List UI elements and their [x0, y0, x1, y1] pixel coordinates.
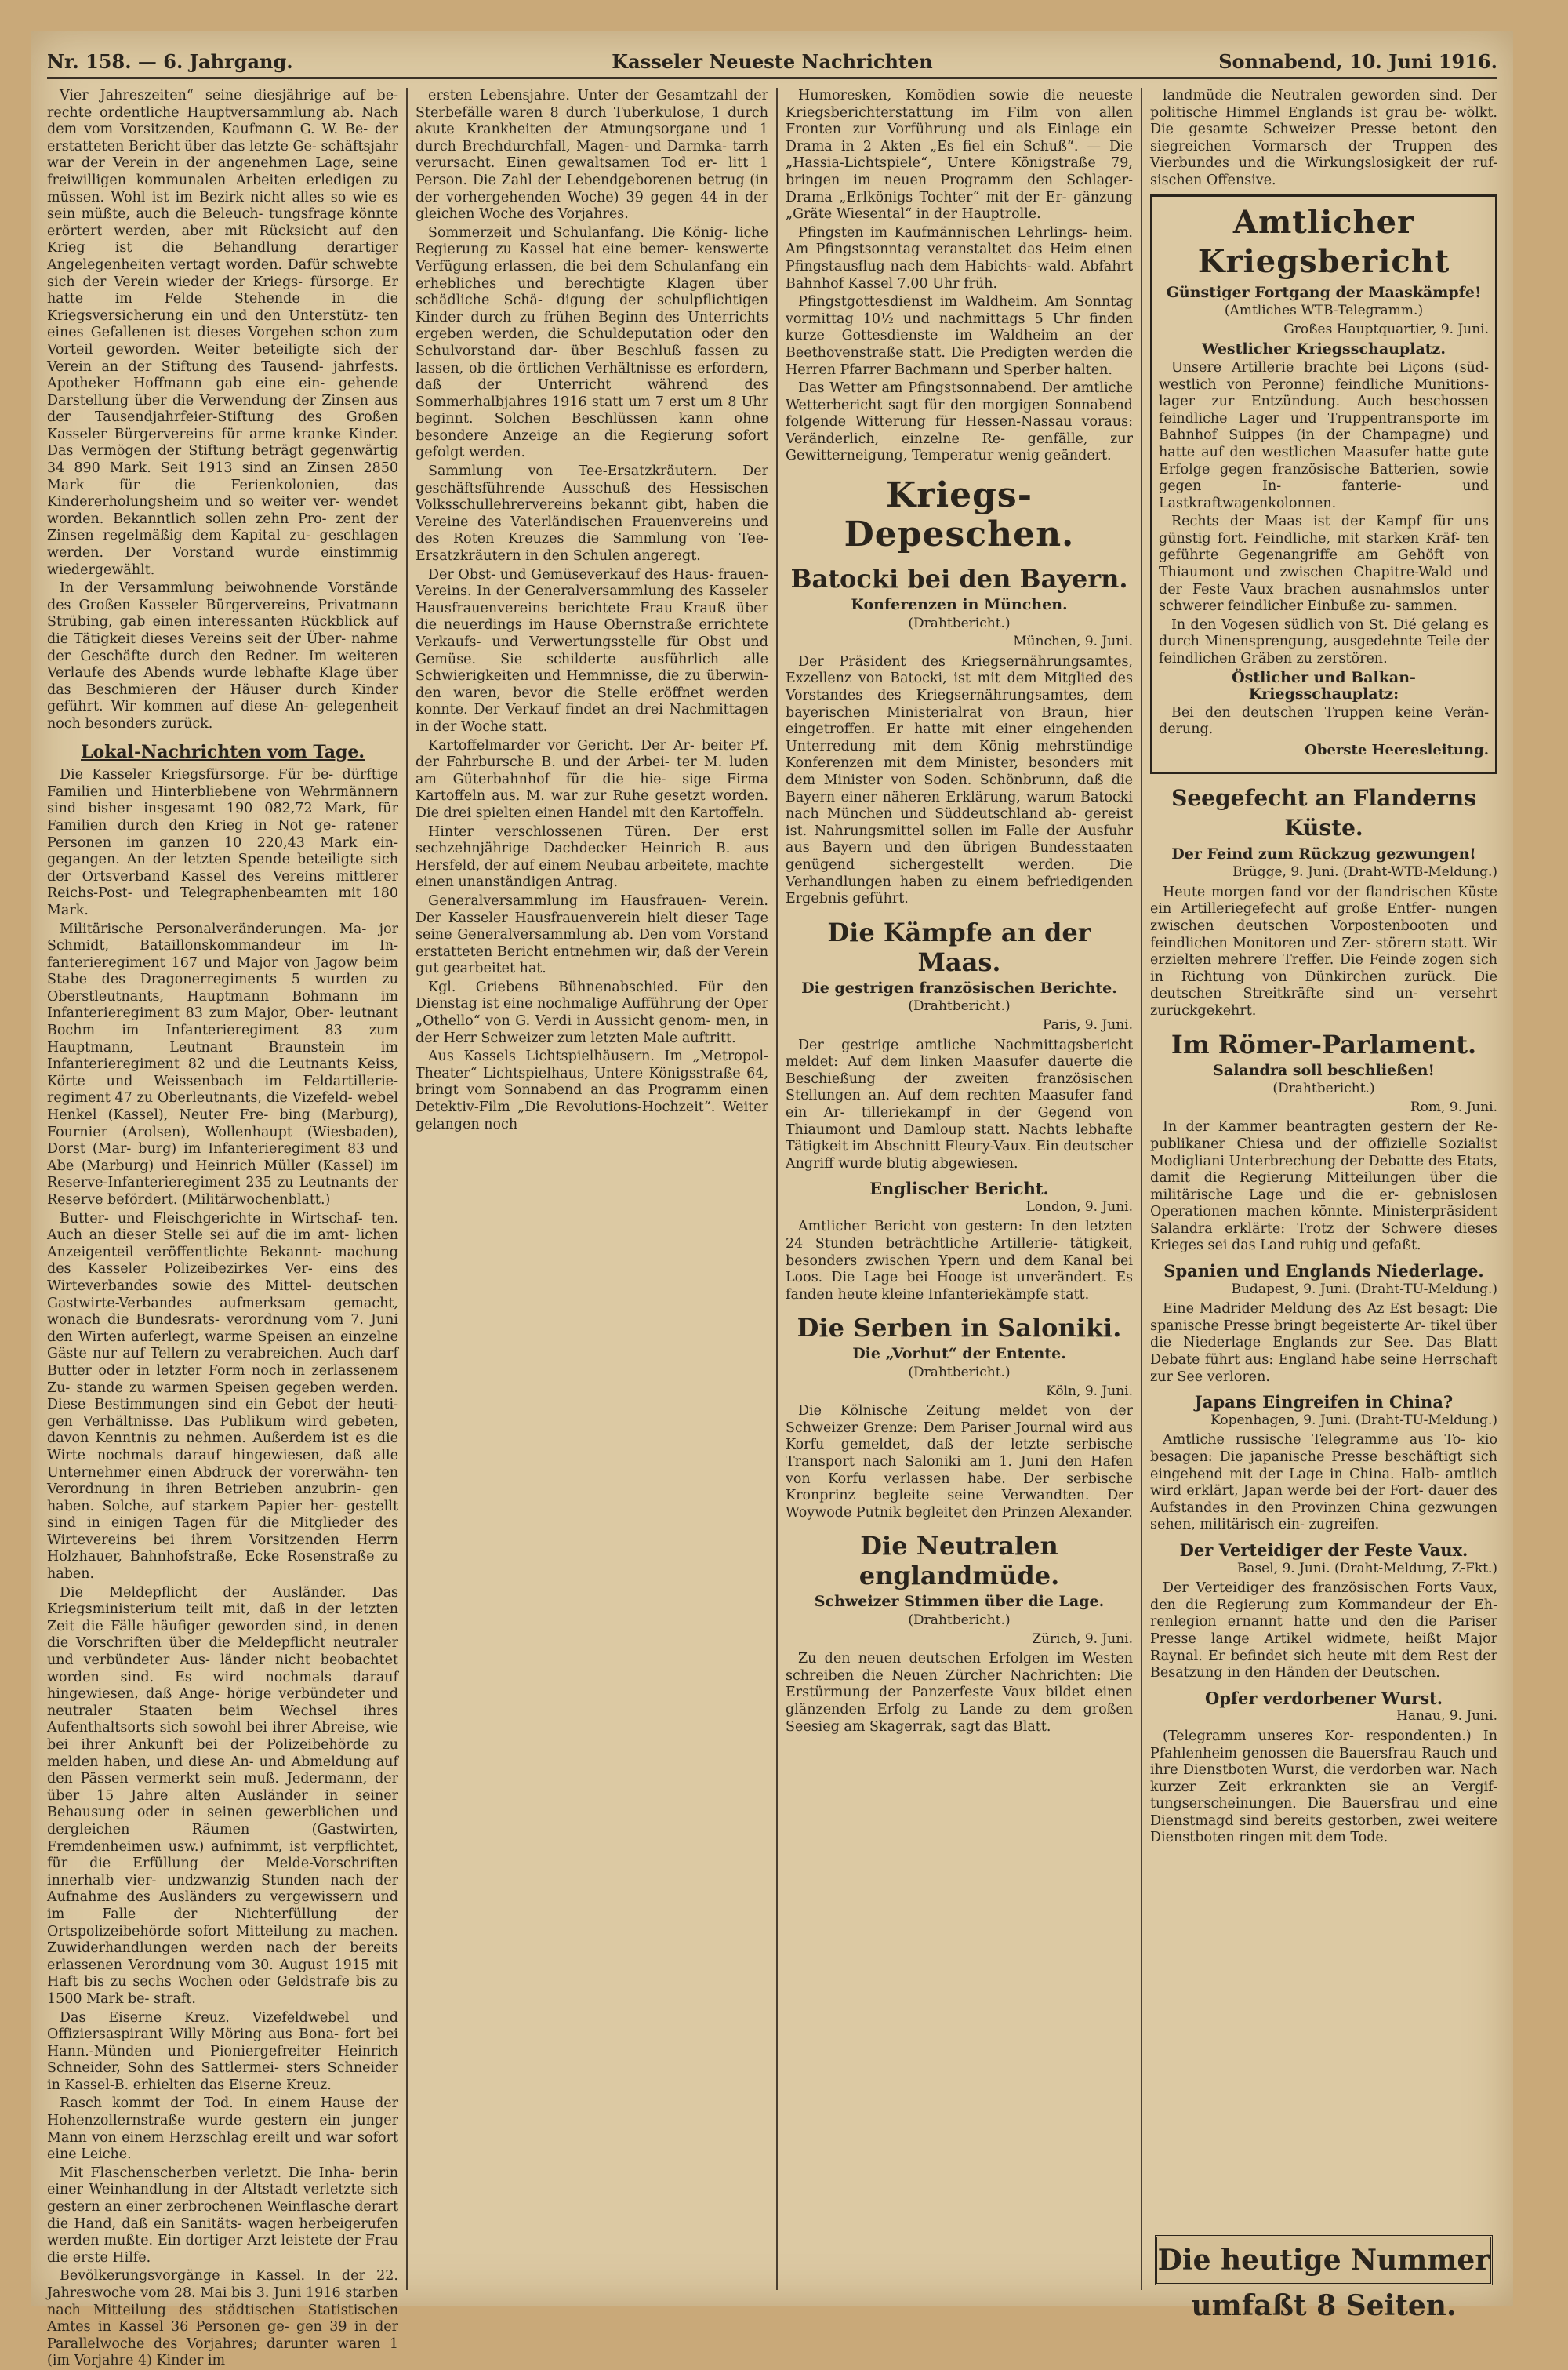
article-body: Der Präsident des Kriegsernährungsamtes, Exzellenz von Batocki, ist mit dem Mitglied des Vorstandes des Kriegsernährungsamtes, dem bayerischen Ministerialrat von Braun, hier eingetroffen. Er hatte mit einer eingehenden Unterredung mit dem König mehrstündige Konferenzen mit dem Minister, besonders mit dem Minister von Soden. Schönbrunn, daß die Bayern einer näheren Erklärung, warum Batocki nach München und Süddeutschland ab- gereist ist. Nahrungsmittel sollen im Falle der Ausfuhr aus Bayern und den übrigen Bundesstaaten genügend sichergestellt werden. Die Verhandlungen haben zu einem befriedigenden Ergebnis geführt.	[786, 653, 1133, 907]
article-headline: Opfer verdorbener Wurst.	[1204, 1688, 1443, 1708]
article-dateline: München, 9. Juni.	[1013, 634, 1133, 650]
article-body: Amtlicher Bericht von gestern: In den letzten 24 Stunden beträchtliche Artillerie- tätigkeit, besonders zwischen Ypern und dem Kanal bei Loos. Die Lage bei Hooge ist unverändert. Es fanden heute kleine Infanteriekämpfe statt.	[786, 1219, 1133, 1303]
article-dateline: Rom, 9. Juni.	[1410, 1099, 1497, 1115]
article-subheadline: Konferenzen in München.	[851, 596, 1068, 614]
article-body: Eine Madrider Meldung des Az Est besagt: Die spanische Presse bringt begeisterte Ar- tikel über die Niederlage Englands zur See. Das Blatt Debate führt aus: England habe seine Herrschaft zur See verloren.	[1150, 1301, 1497, 1385]
news-item: Mit Flaschenscherben verletzt. Die Inha- berin einer Weinhandlung in der Altstadt verletzte sich gestern an einer zerbrochenen Weinflasche derart die Hand, daß ein Sanitäts- wagen herbeigerufen werden mußte. Ein dortiger Arzt leistete der Frau die erste Hilfe.	[47, 2165, 398, 2266]
article-byline: (Amtliches WTB-Telegramm.)	[1224, 303, 1424, 319]
page-count-banner: Die heutige Nummer umfaßt 8 Seiten.	[1155, 2235, 1493, 2285]
article-body: Amtliche russische Telegramme aus To- kio besagen: Die japanische Presse beschäftigt sich eingehend mit der Lage in China. Halb- amtlich wird erklärt, Japan werde bei der Fort- dauer des Aufstandes in den Provinzen China gezwungen sehen, militärisch ein- zugreifen.	[1150, 1432, 1497, 1533]
article-body: Der Verteidiger des französischen Forts Vaux, den die Regierung zum Kommandeur der Eh- renlegion ernannt hatte und den die Pariser Presse lange Artikel widmete, heißt Major Raynal. Er befindet sich heute mit dem Rest der Besatzung in den Händen der Deutschen.	[1150, 1580, 1497, 1681]
news-item: Die Meldepflicht der Ausländer. Das Kriegsministerium teilt mit, daß in der letzten Zeit die Fälle häufiger geworden sind, in denen die Vorschriften über die Meldepflicht neutraler und verbündeter Aus- länder nicht beobachtet worden sind. Es wird nochmals darauf hingewiesen, daß Ange- hörige verbündeter und neutraler Staaten beim Wechsel ihres Aufenthaltsorts sich sowohl bei ihrer Abreise, wie bei ihrer Ankunft bei der Polizeibehörde zu melden haben, und diese An- und Abmeldung auf den Pässen vermerkt sein muß. Jedermann, der über 15 Jahre alten Ausländer in seiner Behausung oder in seinen gewerblichen und dergleichen Räumen (Gastwirten, Fremdenheimen usw.) aufnimmt, ist verpflichtet, für die Erfüllung der Melde-Vorschriften innerhalb vier- undzwanzig Stunden nach der Aufnahme des Ausländers zu vergewissern und im Falle der Nichterfüllung der Ortspolizeibehörde sofort Mitteilung zu machen. Zuwiderhandlungen werden nach der bereits erlassenen Verordnung vom 30. August 1915 mit Haft bis zu sechs Wochen oder Geldstrafe bis zu 1500 Mark be- straft.	[47, 1584, 398, 2007]
news-item: Humoresken, Komödien sowie die neueste Kriegsberichterstattung im Film von allen Fronten zur Vorführung und als Einlage ein Drama in 2 Akten „Es fiel ein Schuß“. — Die „Hassia-Lichtspiele“, Untere Königstraße 79, bringen im neuen Programm den Schlager-Drama „Erlkönigs Tochter“ mit der Er- gänzung „Gräte Wiesental“ in der Hauptrolle.	[786, 88, 1133, 223]
article-headline: Seegefecht an Flanderns Küste.	[1171, 784, 1476, 841]
official-war-report-headline: Amtlicher Kriegsbericht	[1197, 203, 1450, 280]
page-count-banner-wrap	[1150, 2235, 1497, 2322]
article-subheadline: Salandra soll beschließen!	[1213, 1061, 1435, 1079]
article-dateline: London, 9. Juni.	[1025, 1198, 1133, 1215]
news-item: Pfingsten im Kaufmännischen Lehrlings- heim. Am Pfingstsonntag veranstaltet das Heim einen Pfingstausflug nach dem Habichts- wald. Abfahrt Bahnhof Kassel 7.00 Uhr früh.	[786, 224, 1133, 292]
news-item: Aus Kassels Lichtspielhäusern. Im „Metropol-Theater“ Lichtspielhaus, Untere Königsstraße 64, bringt vom Sonnabend an das Programm einen Detektiv-Film „Die Revolutions-Hochzeit“. Weiter gelangen noch	[416, 1049, 768, 1132]
news-item: Rasch kommt der Tod. In einem Hause der Hohenzollernstraße wurde gestern ein junger Mann von einem Herzschlag ereilt und war sofort eine Leiche.	[47, 2096, 398, 2163]
article-subheadline: Schweizer Stimmen über die Lage.	[814, 1593, 1105, 1611]
article-headline: Die Neutralen englandmüde.	[858, 1531, 1060, 1591]
article-dateline: Budapest, 9. Juni. (Draht-TU-Meldung.)	[1231, 1281, 1497, 1297]
article-body: (Telegramm unseres Kor- respondenten.) In Pfahlenheim genossen die Bauersfrau Rauch und ihre Dienstboten Wurst, die verdorben war. Nach kurzer Zeit erkrankten sie an Vergif- tungserscheinungen. Die Bauersfrau und eine Dienstmagd sind bereits gestorben, zwei weitere Dienstboten ringen mit dem Tode.	[1150, 1728, 1497, 1846]
article-subheadline: Der Feind zum Rückzug gezwungen!	[1171, 845, 1476, 863]
article-body: Bei den deutschen Truppen keine Verän- derung.	[1159, 704, 1489, 738]
news-item: landmüde die Neutralen geworden sind. Der politische Himmel Englands ist grau be- wölkt. Die gesamte Schweizer Presse betont den siegreichen Vormarsch der Truppen des Vierbundes und die Wirkungslosigkeit der ruf- sischen Offensive.	[1150, 88, 1497, 188]
masthead	[47, 45, 1497, 79]
article-headline: Japans Eingreifen in China?	[1194, 1392, 1454, 1412]
article-body: Zu den neuen deutschen Erfolgen im Westen schreiben die Neuen Zürcher Nachrichten: Die Erstürmung der Panzerfeste Vaux bildet einen glänzenden Erfolg zu Lande zu dem großen Seesieg am Skagerrak, sagt das Blatt.	[786, 1651, 1133, 1735]
article-headline: Im Römer-Parlament.	[1171, 1029, 1477, 1060]
article-body: Unsere Artillerie brachte bei Liçons (süd- westlich von Peronne) feindliche Munitions- lager zur Entzündung. Auch beschossen feindliche Lager und Truppentransporte im Bahnhof Suippes (in der Champagne) und hatte auf den westlichen Maasufer hatte gute Erfolge gegen französische Batterien, sowie gegen In- fanterie- und Lastkraftwagenkolonnen.	[1159, 359, 1489, 511]
article-subheadline: Die „Vorhut“ der Entente.	[852, 1345, 1066, 1363]
news-item: Die Kasseler Kriegsfürsorge. Für be- dürftige Familien und Hinterbliebene von Wehrmännern sind bisher insgesamt 190 082,72 Mark, für Familien durch den Krieg in Not ge- ratener Personen im ganzen 10 220,43 Mark ein- gegangen. An der letzten Spende beteiligte sich der Ortsverband Kassel des Vereins mittlerer Reichs-Post- und Telegraphenbeamten mit 180 Mark.	[47, 767, 398, 918]
theater-heading: Westlicher Kriegsschauplatz.	[1202, 340, 1446, 358]
news-item: Hinter verschlossenen Türen. Der erst sechzehnjährige Dachdecker Heinrich B. aus Hersfeld, der auf einem Neubau arbeitete, machte einen unanständigen Antrag.	[416, 823, 768, 891]
news-item: Das Wetter am Pfingstsonnabend. Der amtliche Wetterbericht sagt für den morgigen Sonnabend folgende Witterung für Hessen-Nassau voraus: Veränderlich, einzelne Re- genfälle, zur Gewitterneigung, Temperatur wenig geändert.	[786, 380, 1133, 464]
article-dateline: Kopenhagen, 9. Juni. (Draht-TU-Meldung.)	[1210, 1412, 1497, 1428]
article-body: Heute morgen fand vor der flandrischen Küste ein Artilleriegefecht auf große Entfer- nungen zwischen deutschen Vorpostenbooten und feindlichen Monitoren und Zer- störern statt. Wir erzielten mehrere Treffer. Die Feinde zogen sich in Richtung von Dünkirchen zurück. Die deutschen Streitkräfte sind un- versehrt zurückgekehrt.	[1150, 884, 1497, 1019]
column-4	[1150, 88, 1497, 2235]
article-headline: Batocki bei den Bayern.	[790, 564, 1128, 594]
article-headline: Der Verteidiger der Feste Vaux.	[1179, 1539, 1468, 1560]
issue-number: Nr. 158. — 6. Jahrgang.	[47, 50, 293, 73]
article-byline: (Drahtbericht.)	[908, 1612, 1011, 1628]
article-paragraph: In der Versammlung beiwohnende Vorstände des Großen Kasseler Bürgervereins, Privatmann Strübing, gab einen interessanten Rückblick auf die Tätigkeit dieses Vereins seit der Über- nahme der Geschäfte durch den Redner. Im weiteren Verlaufe des Abends wurde lebhafte Klage über das Beschmieren der Häuser durch Kinder geführt. Wir kommen auf diese An- gelegenheit noch besonders zurück.	[47, 580, 398, 732]
article-dateline: Basel, 9. Juni. (Draht-Meldung, Z-Fkt.)	[1236, 1560, 1497, 1576]
article-byline: (Drahtbericht.)	[908, 615, 1011, 631]
theater-heading: Östlicher und Balkan-Kriegsschauplatz:	[1232, 668, 1416, 703]
war-dispatches-headline: Kriegs-Depeschen.	[844, 475, 1075, 555]
column-rule	[776, 88, 778, 2290]
newspaper-title: Kasseler Neueste Nachrichten	[612, 50, 933, 73]
article-subheadline: Die gestrigen französischen Berichte.	[801, 979, 1117, 997]
official-war-report-box	[1150, 194, 1497, 774]
article-dateline: Hanau, 9. Juni.	[1396, 1708, 1497, 1725]
column-3	[786, 88, 1133, 2290]
news-item: Kgl. Griebens Bühnenabschied. Für den Dienstag ist eine nochmalige Aufführung der Oper „Othello“ von G. Verdi in Aussicht genom- men, in der Herr Schweizer zum letzten Male auftritt.	[416, 979, 768, 1046]
news-item: Sommerzeit und Schulanfang. Die König- liche Regierung zu Kassel hat eine bemer- kenswerte Verfügung erlassen, die bei dem Schulanfang ein erhebliches und berechtigte Klagen über schädliche Schä- digung der schulpflichtigen Kinder durch zu frühen Beginn des Unterrichts ergeben werden, die Schuldeputation oder den Schulvorstand dar- über Beschluß fassen zu lassen, ob die örtlichen Verhältnisse es erfordern, daß der Unterricht während des Sommerhalbjahres 1916 statt um 7 erst um 8 Uhr beginnt. Solchen Beschlüssen kann ohne besondere Anzeige an die Regierung sofort gefolgt werden.	[416, 224, 768, 461]
article-body: Rechts der Maas ist der Kampf für uns günstig fort. Feindliche, mit starken Kräf- ten geführte Gegenangriffe am Gehöft von Thiaumont und zwischen Chapitre-Wald und der Feste Vaux brachen ausnahmslos unter schwerer feindlicher Einbuße zu- sammen.	[1159, 514, 1489, 615]
column-rule	[1141, 88, 1142, 2290]
newspaper-page	[31, 31, 1513, 2369]
section-heading: Lokal-Nachrichten vom Tage.	[81, 741, 365, 762]
article-body: Die Kölnische Zeitung meldet von der Schweizer Grenze: Dem Pariser Journal wird aus Korfu gemeldet, daß der letzte serbische Transport nach Saloniki am 1. Juni den Hafen von Korfu verlassen habe. Der serbische Kronprinz begleite seine Verwandten. Der Woywode Putnik begleitet den Prinzen Alexander.	[786, 1403, 1133, 1521]
article-paragraph: Vier Jahreszeiten“ seine diesjährige auf be- rechte ordentliche Hauptversammlung ab. Nach dem vom Vorsitzenden, Kaufmann G. W. Be- der erstatteten Bericht über das letzte Ge- schäftsjahr war der Verein in der angenehmen Lage, seine freiwilligen kommunalen Arbeiten erledigen zu müssen. Wohl ist im Bezirk nicht alles so wie es sein müßte, auch die Beleuch- tungsfrage könnte erörtert werden, aber mit Rücksicht auf den Krieg ist die Behandlung derartiger Angelegenheiten vertagt worden. Dafür schwebte sich der Verein wieder der Kriegs- fürsorge. Er hatte im Felde Stehende in die Kriegsversicherung ein und den Unterstütz- ten eines Gefallenen ist dieses Vorgehen schon zum Vorteil geworden. Weiter beteiligte sich der Verein an der Stiftung des Tausend- jahrfests. Apotheker Hoffmann gab eine ein- gehende Darstellung über die Verwendung der Zinsen aus der Tausendjahrfeier-Stiftung des Großen Kasseler Bürgervereins für arme kranke Kinder. Das Vermögen der Stiftung beträgt gegenwärtig 34 890 Mark. Seit 1913 sind an Zinsen 2850 Mark für die Ferienkolonien, das Kindererholungsheim und so weiter ver- wendet worden. Bekanntlich sollen zehn Pro- zent der Zinsen regelmäßig dem Kapital zu- geschlagen werden. Der Vorstand wurde einstimmig wiedergewählt.	[47, 88, 398, 578]
article-body: In den Vogesen südlich von St. Dié gelang es durch Minensprengung, ausgedehnte Teile der feindlichen Gräben zu zerstören.	[1159, 616, 1489, 667]
article-headline: Spanien und Englands Niederlage.	[1163, 1261, 1484, 1281]
article-body: In der Kammer beantragten gestern der Re- publikaner Chiesa und der offizielle Sozialist Modigliani Unterbrechung der Debatte des Etats, damit die Regierung Mitteilungen über die militärische Lage und die er- gebnislosen Operationen machen könnte. Ministerpräsident Salandra erklärte: Trotz der Schwere dieses Krieges sei das Land ruhig und gefaßt.	[1150, 1119, 1497, 1254]
article-subheadline: Günstiger Fortgang der Maaskämpfe!	[1166, 283, 1482, 301]
news-item: Das Eiserne Kreuz. Vizefeldwebel und Offiziersaspirant Willy Möring aus Bona- fort bei Hann.-Münden und Pioniergefreiter Heinrich Schneider, Sohn des Sattlermei- sters Schneider in Kassel-B. erhielten das Eiserne Kreuz.	[47, 2009, 398, 2093]
article-dateline: Köln, 9. Juni.	[1046, 1383, 1133, 1399]
column-1	[47, 88, 398, 2369]
news-item: ersten Lebensjahre. Unter der Gesamtzahl der Sterbefälle waren 8 durch Tuberkulose, 1 durch akute Krankheiten der Atmungsorgane und 1 durch Brechdurchfall, Magen- und Darmka- tarrh verursacht. Einen gewaltsamen Tod er- litt 1 Person. Die Zahl der Lebendgeborenen betrug (in der vorhergehenden Woche) 39 gegen 44 in der gleichen Woche des Vorjahres.	[416, 88, 768, 223]
article-body: Der gestrige amtliche Nachmittagsbericht meldet: Auf dem linken Maasufer dauerte die Beschießung der zweiten französischen Stellungen an. Auf dem rechten Maasufer fand ein Ar- tilleriekampf in der Gegend von Thiaumont und Damloup statt. Nachts lebhafte Tätigkeit im Abschnitt Fleury-Vaux. Ein deutscher Angriff wurde blutig abgewiesen.	[786, 1037, 1133, 1172]
article-dateline: Großes Hauptquartier, 9. Juni.	[1283, 321, 1489, 337]
article-byline: (Drahtbericht.)	[908, 998, 1011, 1015]
article-headline: Die Kämpfe an der Maas.	[827, 917, 1091, 977]
article-byline: (Drahtbericht.)	[1272, 1081, 1375, 1097]
news-item: Militärische Personalveränderungen. Ma- jor Schmidt, Bataillonskommandeur im In- fanterieregiment 167 und Major von Jagow beim Stabe des Dragonerregiments 5 wurden zu Oberstleutnants, Hauptmann Bohmann im Infanterieregiment 83 zum Major, Ober- leutnant Bochm im Infanterieregiment 83 zum Hauptmann, Leutnant Braunstein im Infanterieregiment 82 und die Leutnants Keiss, Körte und Weissenbach im Feldartillerie- regiment 47 zu Oberleutnants, die Vizefeld- webel Henkel (Kassel), Neuter Fre- bing (Marburg), Fournier (Arolsen), Wollenhaupt (Wiesbaden), Dorst (Mar- burg) im Infanterieregiment 83 und Abe (Marburg) und Heinrich Müller (Kassel) im Reserve-Infanterieregiment 235 zu Leutnants der Reserve befördert. (Militärwochenblatt.)	[47, 921, 398, 1208]
column-2	[416, 88, 768, 2290]
article-dateline: Paris, 9. Juni.	[1042, 1016, 1133, 1033]
issue-date: Sonnabend, 10. Juni 1916.	[1218, 50, 1497, 73]
news-item: Bevölkerungsvorgänge in Kassel. In der 22. Jahreswoche vom 28. Mai bis 3. Juni 1916 starben nach Mitteilung des städtischen Statistischen Amtes in Kassel 36 Personen ge- gen 39 in der Parallelwoche des Vorjahres; darunter waren 1 (im Vorjahre 4) Kinder im	[47, 2268, 398, 2369]
news-item: Kartoffelmarder vor Gericht. Der Ar- beiter Pf. der Fahrbursche B. und der Arbei- ter M. luden am Güterbahnhof für die hie- sige Firma Kartoffeln aus. M. war zur Ruhe gesetzt worden. Die drei spielten einen Handel mit den Kartoffeln.	[416, 737, 768, 821]
news-item: Sammlung von Tee-Ersatzkräutern. Der geschäftsführende Ausschuß des Hessischen Volksschullehrervereins bekannt gibt, haben die Vereine des Vaterländischen Frauenvereins und des Roten Kreuzes die Sammlung von Tee-Ersatzkräutern in den Schulen angeregt.	[416, 463, 768, 565]
article-headline: Englischer Bericht.	[869, 1179, 1049, 1199]
column-rule	[406, 88, 408, 2290]
article-byline: (Drahtbericht.)	[908, 1365, 1011, 1381]
signature: Oberste Heeresleitung.	[1305, 742, 1489, 758]
article-headline: Die Serben in Saloniki.	[797, 1313, 1122, 1343]
news-item: Butter- und Fleischgerichte in Wirtschaf- ten. Auch an dieser Stelle sei auf die im amt- lichen Anzeigenteil veröffentlichte Bekannt- machung des Kasseler Polizeibezirkes Ver- eins des Wirteverbandes sowie des Mittel- deutschen Gastwirte-Verbandes aufmerksam gemacht, wonach die Bundesrats- verordnung vom 7. Juni den Wirten auferlegt, warme Speisen an einzelne Gäste nur auf Tellern zu verabreichen. Auch darf Butter oder in letzter Form noch in zerlassenem Zu- stande zu warmen Speisen gegeben werden. Diese Bestimmungen sind ein Gebot der heuti- gen Verhältnisse. Das Publikum wird gebeten, davon Kenntnis zu nehmen. Außerdem ist es die Wirte nochmals darauf hingewiesen, daß alle Unternehmer einen Abdruck der vorerwähn- ten Verordnung in ihren Betrieben anzubrin- gen haben. Solche, auf starkem Papier her- gestellt sind in einigen Tagen für die Mitglieder des Wirtevereins bei ihrem Vorsitzenden Herrn Holzhauer, Bahnhofstraße, Ecke Rosenstraße zu haben.	[47, 1210, 398, 1583]
article-dateline: Brügge, 9. Juni. (Draht-WTB-Meldung.)	[1232, 864, 1497, 881]
news-item: Der Obst- und Gemüseverkauf des Haus- frauen-Vereins. In der Generalversammlung des Kasseler Hausfrauenvereins berichtete Frau Krauß über die neuerdings im Hause Obernstraße errichtete Verkaufs- und Verwertungsstelle für Obst und Gemüse. Sie schilderte ausführlich alle Schwierigkeiten und Hemmnisse, die zu überwin- den waren, bevor die Stelle eröffnet werden konnte. Der Verkauf findet an drei Nachmittagen in der Woche statt.	[416, 566, 768, 735]
news-item: Pfingstgottesdienst im Waldheim. Am Sonntag vormittag 10½ und nachmittags 5 Uhr finden kurze Gottesdienste im Waldheim an der Beethovenstraße statt. Die Predigten werden die Herren Pfarrer Bachmann und Sperber halten.	[786, 294, 1133, 378]
article-dateline: Zürich, 9. Juni.	[1032, 1630, 1133, 1647]
news-item: Generalversammlung im Hausfrauen- Verein. Der Kasseler Hausfrauenverein hielt dieser Tage seine Generalversammlung ab. Den vom Vorstand erstatteten Bericht entnehmen wir, daß der Verein gut gearbeitet hat.	[416, 892, 768, 977]
